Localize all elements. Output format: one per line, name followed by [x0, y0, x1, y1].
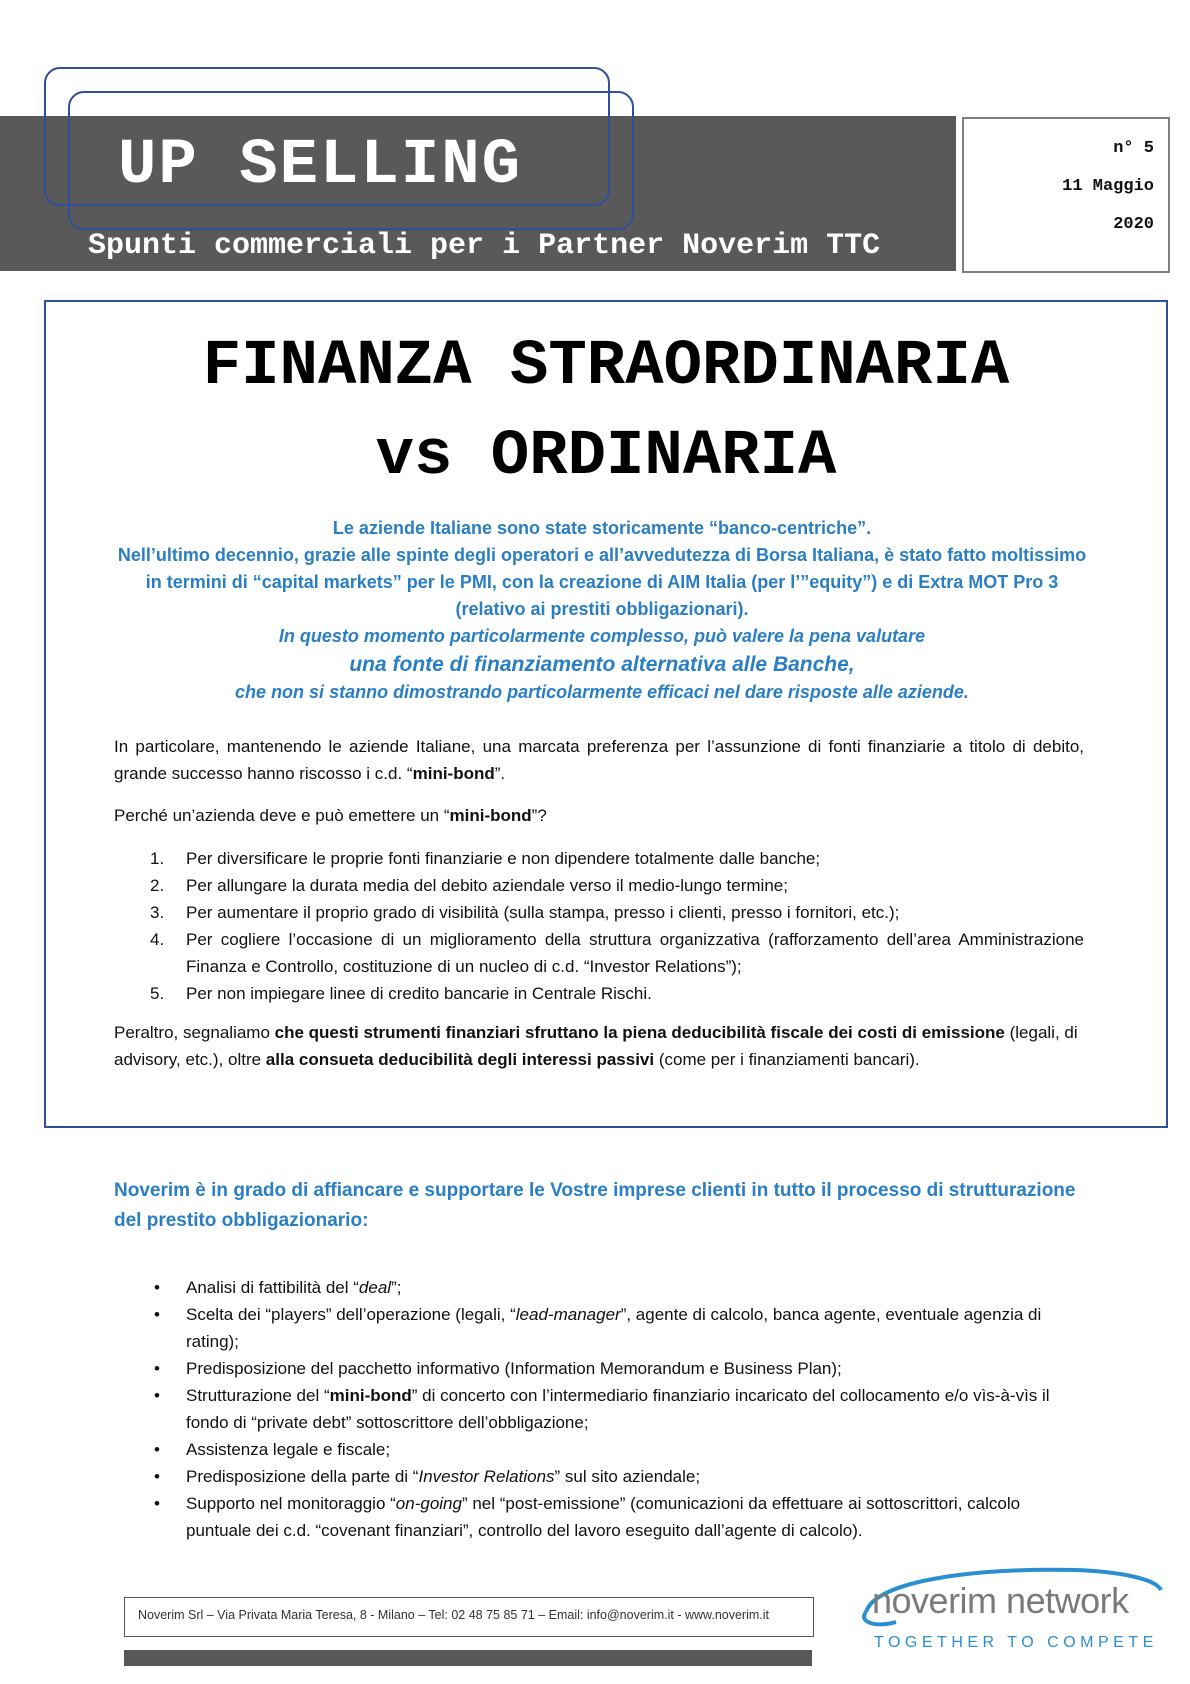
list-item [114, 1490, 1084, 1544]
intro-highlight: una fonte di finanziamento alternativa alle Banche, [349, 653, 855, 676]
list-item [114, 899, 1084, 926]
page-title-line1: FINANZA STRAORDINARIA [202, 331, 1010, 403]
list-number: 2. [150, 876, 165, 895]
italic-term: Investor Relations [418, 1467, 555, 1486]
paragraph-deducibility [114, 1019, 1084, 1073]
intro-line: In questo momento particolarmente complesso, può valere la pena valutare [278, 626, 926, 646]
list-item [114, 872, 1084, 899]
list-item [114, 926, 1084, 980]
text-run: ”, agente di calcolo, banca agente, eventuale agenzia di rating); [186, 1305, 1042, 1351]
bullet-icon: • [154, 1359, 160, 1378]
bullet-icon: • [154, 1386, 160, 1405]
reasons-list [114, 845, 1084, 1007]
italic-term: deal [358, 1278, 392, 1297]
text-run: ”; [391, 1278, 402, 1297]
bold-term: mini-bond [412, 764, 495, 783]
list-number: 3. [150, 903, 165, 922]
list-item [114, 980, 1084, 1007]
text-run: Assistenza legale e fiscale; [186, 1440, 391, 1459]
list-item [114, 1355, 1084, 1382]
issue-box [962, 117, 1170, 273]
paragraph-minibond-intro [114, 733, 1084, 787]
intro-line: Le aziende Italiane sono state storicamente “banco-centriche”. [332, 518, 872, 538]
list-text: Per aumentare il proprio grado di visibilità (sulla stampa, presso i clienti, presso i fornitori, etc.); [186, 903, 900, 922]
list-text: Per cogliere l’occasione di un miglioramento della struttura organizzativa (rafforzamento dell’area Amministrazione Finanza e Controllo, costituzione di un nucleo di c.d. “Investor Relations”); [186, 930, 1084, 976]
paragraph-question [114, 802, 1084, 829]
text-run: Analisi di fattibilità del “ [186, 1278, 359, 1297]
page-title-line2: vs ORDINARIA [375, 421, 837, 493]
list-item [114, 1436, 1084, 1463]
text-run: Predisposizione della parte di “ [186, 1467, 419, 1486]
bold-term: mini-bond [449, 806, 532, 825]
text-run: ” di concerto con l’intermediario finanziario incaricato del collocamento e/o vìs-à-vìs il fondo di “private debt” sottoscrittore dell’obbligazione; [186, 1386, 1050, 1432]
bold-text: alla consueta deducibilità degli interessi passivi [265, 1050, 655, 1069]
list-number: 1. [150, 849, 165, 868]
intro-block [112, 515, 1092, 706]
page-title [44, 322, 1168, 502]
list-text: Per diversificare le proprie fonti finanziarie e non dipendere totalmente dalle banche; [186, 849, 821, 868]
footer-bar [124, 1650, 812, 1666]
text-run: Strutturazione del “ [186, 1386, 330, 1405]
newsletter-title: UP SELLING [118, 130, 523, 202]
list-number: 4. [150, 930, 165, 949]
text-run: ” sul sito aziendale; [554, 1467, 701, 1486]
text-run: (legali, di advisory, etc.), oltre [114, 1023, 1078, 1069]
text-run: (come per i finanziamenti bancari). [654, 1050, 920, 1069]
footer-contact: Noverim Srl – Via Privata Maria Teresa, 8 - Milano – Tel: 02 48 75 85 71 – Email: info@noverim.it - www.noverim.it [138, 1608, 770, 1622]
list-item [114, 845, 1084, 872]
bullet-icon: • [154, 1278, 160, 1297]
bullet-icon: • [154, 1467, 160, 1486]
list-item [114, 1382, 1084, 1436]
text-run: ” nel “post-emissione” (comunicazioni da effettuare ai sottoscrittori, calcolo puntuale dei c.d. “covenant finanziari”, controllo del lavoro eseguito dall’agente di calcolo). [186, 1494, 1021, 1540]
list-text: Per non impiegare linee di credito bancarie in Centrale Rischi. [186, 984, 652, 1003]
text-run: Predisposizione del pacchetto informativo (Information Memorandum e Business Plan); [186, 1359, 842, 1378]
list-text: Per allungare la durata media del debito aziendale verso il medio-lungo termine; [186, 876, 788, 895]
issue-year: 2020 [1113, 215, 1154, 234]
text-run: Peraltro, segnaliamo [114, 1023, 275, 1042]
text-run: Perché un’azienda deve e può emettere un “ [114, 806, 450, 825]
intro-line: che non si stanno dimostrando particolarmente efficaci nel dare risposte alle aziende. [235, 682, 969, 702]
logo-name: noverim network [872, 1580, 1129, 1621]
intro-line: Nell’ultimo decennio, grazie alle spinte degli operatori e all’avvedutezza di Borsa Italiana, è stato fatto moltissimo in termini di “capital markets” per le PMI, con la creazione di AIM Italia (per l’”equity”) e di Extra MOT Pro 3 (relativo ai prestiti obbligazionari). [117, 545, 1087, 619]
text-run: Supporto nel monitoraggio “ [186, 1494, 396, 1513]
services-heading: Noverim è in grado di affiancare e supportare le Vostre imprese clienti in tutto il processo di strutturazione del prestito obbligazionario: [114, 1180, 1076, 1231]
logo-tagline: TOGETHER TO COMPETE [874, 1634, 1158, 1651]
text-run: Scelta dei “players” dell’operazione (legali, “ [186, 1305, 516, 1324]
text-run: ”. [494, 764, 506, 783]
list-item [114, 1274, 1084, 1301]
bold-text: che questi strumenti finanziari sfruttano la piena deducibilità fiscale dei costi di emissione [274, 1023, 1005, 1042]
newsletter-subtitle: Spunti commerciali per i Partner Noverim TTC [88, 229, 881, 263]
list-item [114, 1463, 1084, 1490]
issue-date: 11 Maggio [1062, 177, 1154, 196]
issue-number: n° 5 [1113, 139, 1154, 158]
list-item [114, 1301, 1084, 1355]
list-number: 5. [150, 984, 165, 1003]
services-list [114, 1274, 1084, 1544]
bold-term: mini-bond [329, 1386, 412, 1405]
bullet-icon: • [154, 1305, 160, 1324]
text-run: ”? [531, 806, 547, 825]
text-run: In particolare, mantenendo le aziende Italiane, una marcata preferenza per l’assunzione di fonti finanziarie a titolo di debito, grande successo hanno riscosso i c.d. “ [114, 737, 1084, 783]
italic-term: lead-manager [515, 1305, 621, 1324]
bullet-icon: • [154, 1440, 160, 1459]
italic-term: on-going [395, 1494, 462, 1513]
bullet-icon: • [154, 1494, 160, 1513]
